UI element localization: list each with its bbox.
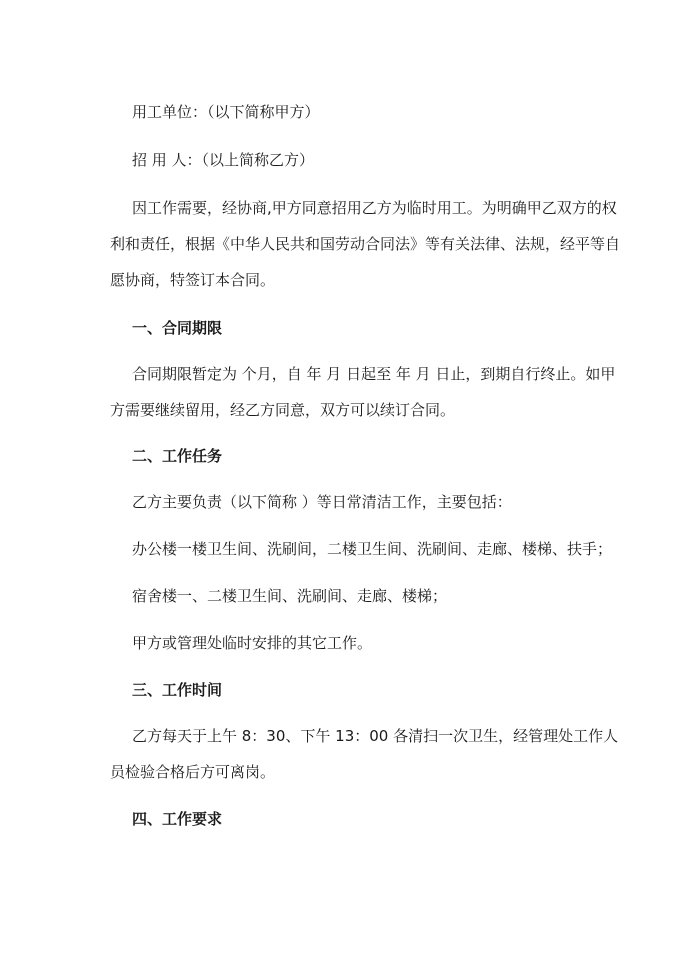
- tasks-line-1: 乙方主要负责（以下简称 ）等日常清洁工作，主要包括：: [132, 493, 512, 511]
- term-line-2: 方需要继续留用，经乙方同意，双方可以续订合同。: [110, 401, 456, 419]
- section-heading-requirements: 四、工作要求: [132, 810, 223, 828]
- intro-line-2: 利和责任，根据《中华人民共和国劳动合同法》等有关法律、法规，经平等自: [110, 235, 621, 253]
- tasks-line-4: 甲方或管理处临时安排的其它工作。: [132, 634, 373, 652]
- hours-line-1: 乙方每天于上午 8：30、下午 13：00 各清扫一次卫生，经管理处工作人: [132, 727, 619, 745]
- term-line-1: 合同期限暂定为 个月，自 年 月 日起至 年 月 日止，到期自行终止。如甲: [132, 365, 616, 383]
- section-heading-term: 一、合同期限: [132, 319, 223, 337]
- tasks-line-2: 办公楼一楼卫生间、洗刷间，二楼卫生间、洗刷间、走廊、楼梯、扶手；: [132, 540, 613, 558]
- intro-line-1: 因工作需要，经协商,甲方同意招用乙方为临时用工。为明确甲乙双方的权: [132, 199, 617, 217]
- section-heading-tasks: 二、工作任务: [132, 447, 223, 465]
- employee-line: 招 用 人：（以上简称乙方）: [132, 151, 315, 169]
- hours-line-2: 员检验合格后方可离岗。: [110, 763, 276, 781]
- tasks-line-3: 宿舍楼一、二楼卫生间、洗刷间、走廊、楼梯；: [132, 587, 448, 605]
- intro-line-3: 愿协商，特签订本合同。: [110, 271, 276, 289]
- section-heading-hours: 三、工作时间: [132, 681, 223, 699]
- employer-line: 用工单位：（以下简称甲方）: [132, 103, 320, 121]
